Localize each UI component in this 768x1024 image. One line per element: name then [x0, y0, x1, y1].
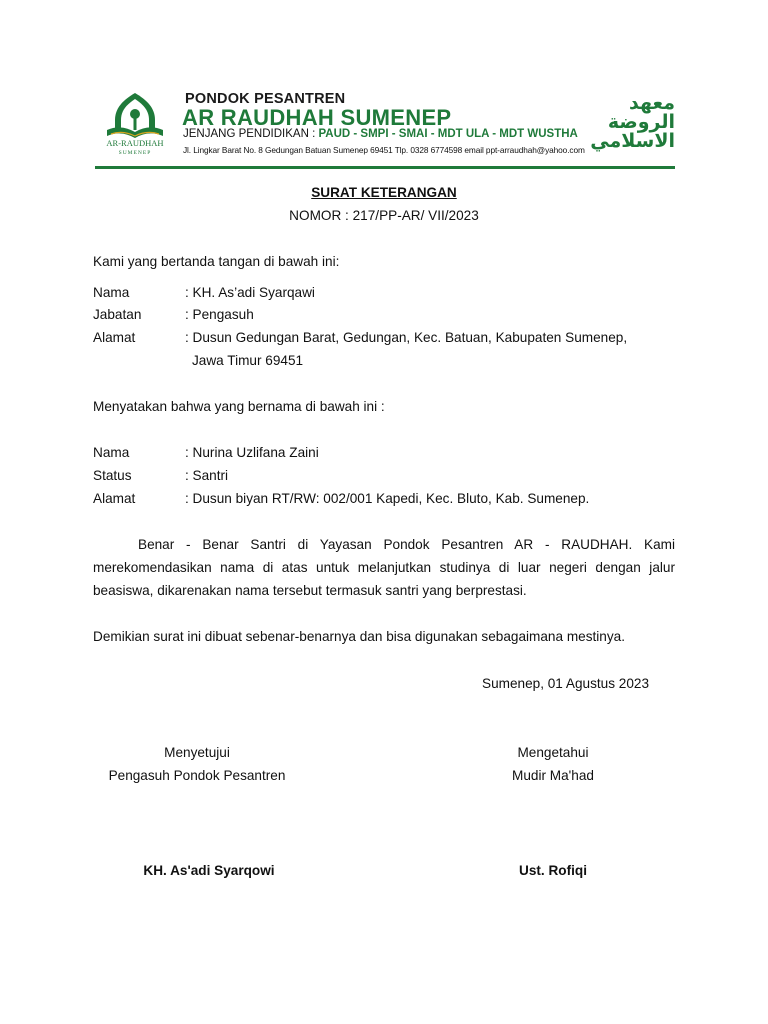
letter-title: SURAT KETERANGAN	[311, 185, 457, 200]
arabic-line-3: الاسلامي	[590, 130, 675, 152]
logo-subcaption-text: SUMENEP	[118, 150, 152, 156]
org-address: Jl. Lingkar Barat No. 8 Gedungan Batuan Sumenep 69451 Tlp. 0328 6774598 email ppt-arraudhah@yahoo.com	[183, 145, 585, 155]
signature-right-role1: Mengetahui	[517, 745, 589, 760]
org-name: AR RAUDHAH SUMENEP	[182, 105, 452, 130]
letter-number: NOMOR : 217/PP-AR/ VII/2023	[289, 208, 479, 223]
subject-address-label: Alamat	[93, 491, 136, 506]
signature-right-role2: Mudir Ma'had	[512, 768, 594, 783]
intro-text: Kami yang bertanda tangan di bawah ini:	[93, 254, 340, 269]
arabic-name	[590, 92, 675, 152]
signature-right-name: Ust. Rofiqi	[519, 863, 587, 878]
education-levels-label: JENJANG PENDIDIKAN :	[183, 128, 316, 140]
education-levels-list: PAUD - SMPI - SMAI - MDT ULA - MDT WUSTHA	[318, 128, 578, 140]
arabic-line-2: الروضة	[607, 111, 675, 133]
body-paragraph-text: Benar - Benar Santri di Yayasan Pondok Pesantren AR - RAUDHAH. Kami merekomendasikan nama di atas untuk melanjutkan studinya di luar negeri dengan jalur beasiswa, dikarenakan nama tersebut termasuk santri yang berprestasi.	[93, 537, 675, 599]
education-levels	[183, 128, 578, 140]
subject-address-value: : Dusun biyan RT/RW: 002/001 Kapedi, Kec. Bluto, Kab. Sumenep.	[185, 491, 590, 506]
signer-name-value: : KH. As’adi Syarqawi	[185, 285, 315, 300]
closing-text: Demikian surat ini dibuat sebenar-benarnya dan bisa digunakan sebagaimana mestinya.	[93, 629, 625, 644]
subject-status-value: : Santri	[185, 468, 229, 483]
signer-address-value: : Dusun Gedungan Barat, Gedungan, Kec. Batuan, Kabupaten Sumenep,	[185, 330, 628, 345]
signature-right	[470, 741, 636, 787]
signer-position-label: Jabatan	[93, 307, 142, 322]
letterhead-divider	[95, 166, 675, 169]
org-type: PONDOK PESANTREN	[185, 91, 346, 107]
signer-position-value: : Pengasuh	[185, 307, 254, 322]
signature-left-name: KH. As'adi Syarqowi	[143, 863, 275, 878]
signer-address-label: Alamat	[93, 330, 136, 345]
body-paragraph	[93, 533, 675, 603]
subject-status-label: Status	[93, 468, 132, 483]
logo-caption-text: AR-RAUDHAH	[106, 138, 164, 148]
arabic-line-1: معهد	[628, 92, 675, 114]
signature-left	[80, 741, 314, 787]
letterhead	[95, 88, 675, 166]
signer-name-label: Nama	[93, 285, 130, 300]
statement-text: Menyatakan bahwa yang bernama di bawah ini :	[93, 399, 385, 414]
subject-name-value: : Nurina Uzlifana Zaini	[185, 445, 319, 460]
logo-caption	[95, 138, 175, 158]
signature-left-role1: Menyetujui	[164, 745, 230, 760]
subject-name-label: Nama	[93, 445, 130, 460]
signature-left-role2: Pengasuh Pondok Pesantren	[108, 768, 286, 783]
place-date: Sumenep, 01 Agustus 2023	[482, 676, 650, 691]
signer-address-continuation: Jawa Timur 69451	[192, 353, 304, 368]
